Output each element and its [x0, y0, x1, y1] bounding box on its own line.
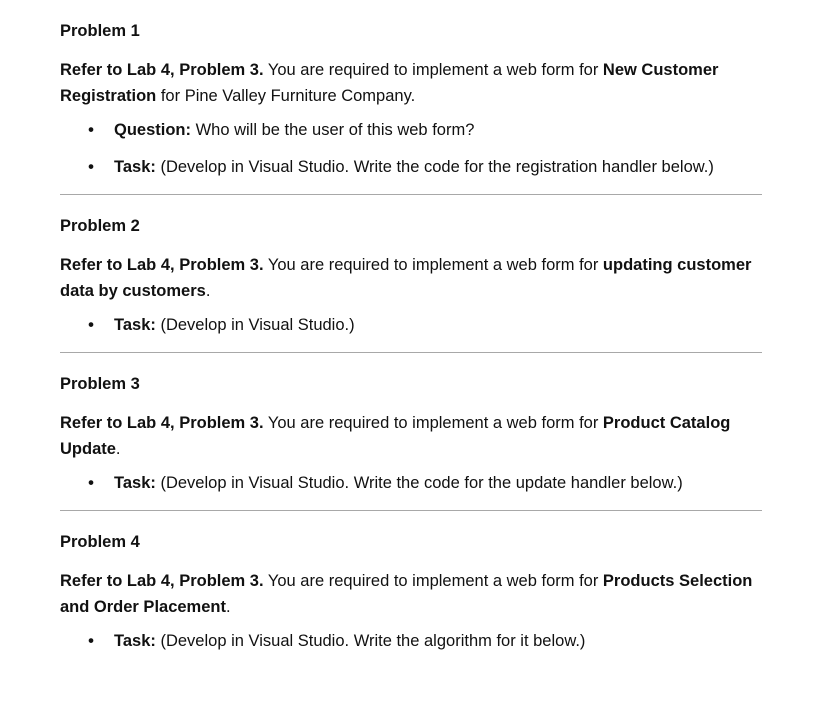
problem-after: .	[225, 598, 231, 616]
list-item	[60, 314, 762, 336]
list-item	[60, 119, 762, 141]
item-text: (Develop in Visual Studio.)	[155, 316, 355, 334]
problem-description	[60, 252, 762, 304]
problem-4	[60, 531, 762, 652]
problem-title: Problem 2	[60, 217, 140, 235]
problem-subject: Products Selection and Order Placement	[60, 572, 753, 616]
problem-intro: You are required to implement a web form for	[263, 572, 603, 590]
list-item	[60, 630, 762, 652]
problem-description	[60, 57, 762, 109]
item-label: Task:	[114, 632, 156, 650]
item-text: (Develop in Visual Studio. Write the code for the registration handler below.)	[155, 158, 714, 176]
problem-reference: Refer to Lab 4, Problem 3.	[60, 256, 264, 274]
item-label: Task:	[114, 158, 156, 176]
task-list	[60, 472, 762, 494]
problem-subject: updating customer data by customers	[60, 256, 752, 300]
problem-after: for Pine Valley Furniture Company.	[156, 87, 416, 105]
problem-3	[60, 373, 762, 494]
problem-description	[60, 410, 762, 462]
item-label: Question:	[114, 121, 191, 139]
problem-intro: You are required to implement a web form for	[263, 256, 603, 274]
problem-description	[60, 568, 762, 620]
problem-after: .	[115, 440, 121, 458]
problem-reference: Refer to Lab 4, Problem 3.	[60, 414, 264, 432]
section-divider	[60, 352, 762, 353]
bullet-icon: •	[88, 632, 94, 650]
task-list	[60, 119, 762, 178]
problem-after: .	[205, 282, 211, 300]
problem-title: Problem 1	[60, 22, 140, 40]
problem-2	[60, 215, 762, 336]
section-divider	[60, 194, 762, 195]
list-item	[60, 472, 762, 494]
problem-intro: You are required to implement a web form for	[263, 414, 603, 432]
task-list	[60, 314, 762, 336]
list-item	[60, 156, 762, 178]
section-divider	[60, 510, 762, 511]
item-text: (Develop in Visual Studio. Write the code for the update handler below.)	[155, 474, 683, 492]
item-label: Task:	[114, 474, 156, 492]
item-label: Task:	[114, 316, 156, 334]
task-list	[60, 630, 762, 652]
bullet-icon: •	[88, 158, 94, 176]
bullet-icon: •	[88, 316, 94, 334]
problem-reference: Refer to Lab 4, Problem 3.	[60, 572, 264, 590]
bullet-icon: •	[88, 474, 94, 492]
bullet-icon: •	[88, 121, 94, 139]
problem-intro: You are required to implement a web form for	[263, 61, 603, 79]
problem-subject: New Customer Registration	[60, 61, 719, 105]
problem-reference: Refer to Lab 4, Problem 3.	[60, 61, 264, 79]
problem-1	[60, 20, 762, 178]
item-text: (Develop in Visual Studio. Write the algorithm for it below.)	[155, 632, 586, 650]
problem-title: Problem 4	[60, 533, 140, 551]
item-text: Who will be the user of this web form?	[191, 121, 475, 139]
problem-subject: Product Catalog Update	[60, 414, 731, 458]
problem-title: Problem 3	[60, 375, 140, 393]
